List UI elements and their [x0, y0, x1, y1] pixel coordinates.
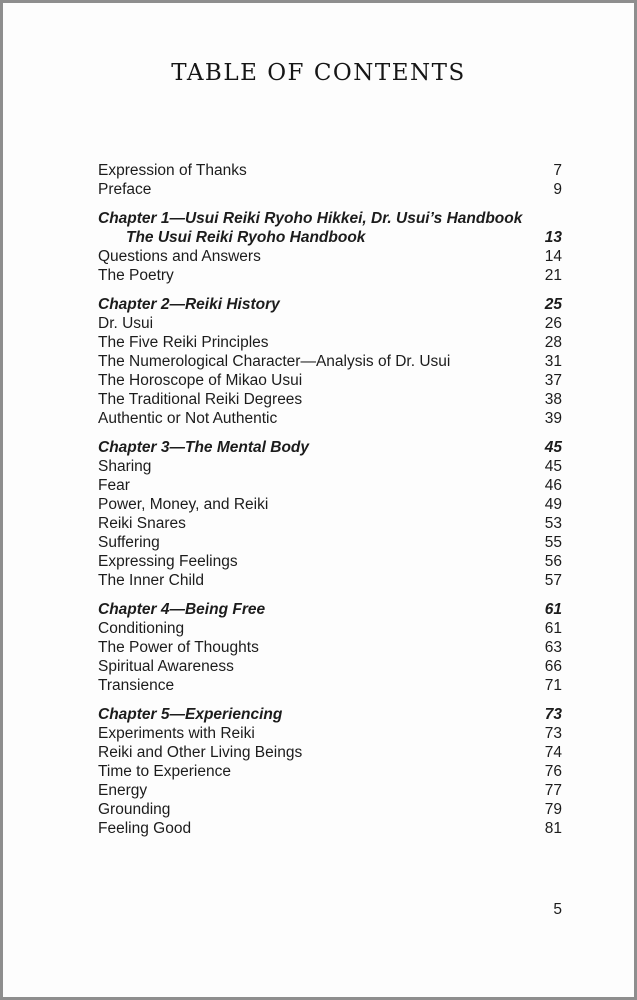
toc-entry-page: 66	[544, 658, 562, 675]
toc-entry-row	[98, 409, 562, 428]
toc-entry-label: Conditioning	[98, 620, 185, 637]
toc-entry-label: Chapter 3—The Mental Body	[98, 439, 309, 456]
page-title: TABLE OF CONTENTS	[171, 60, 466, 86]
page-number: 5	[553, 901, 562, 918]
toc-entry-label: Fear	[98, 477, 130, 494]
toc-entry-row	[98, 743, 562, 762]
toc-entry-row	[98, 180, 562, 199]
toc-entry-row	[98, 266, 562, 285]
toc-entry-label: Experiments with Reiki	[98, 725, 255, 742]
toc-chapter-row	[98, 600, 562, 619]
toc-entry-page: 77	[544, 782, 562, 799]
toc-entry-label: Spiritual Awareness	[98, 658, 234, 675]
toc-entry-label: The Traditional Reiki Degrees	[98, 391, 303, 408]
toc-entry-label: Authentic or Not Authentic	[98, 410, 278, 427]
toc-entry-row	[98, 819, 562, 838]
toc-list	[98, 161, 562, 838]
toc-chapter-row	[98, 228, 562, 247]
toc-entry-page: 26	[544, 315, 562, 332]
toc-entry-label: The Poetry	[98, 267, 174, 284]
toc-entry-row	[98, 552, 562, 571]
toc-entry-page: 28	[544, 334, 562, 351]
toc-entry-label: Suffering	[98, 534, 160, 551]
toc-entry-page: 53	[544, 515, 562, 532]
toc-entry-row	[98, 638, 562, 657]
toc-entry-page: 55	[544, 534, 562, 551]
toc-entry-page: 45	[544, 458, 562, 475]
toc-entry-row	[98, 657, 562, 676]
toc-entry-row	[98, 247, 562, 266]
toc-entry-page: 13	[544, 229, 562, 246]
toc-entry-label: Reiki Snares	[98, 515, 186, 532]
toc-entry-row	[98, 161, 562, 180]
toc-entry-label: Feeling Good	[98, 820, 192, 837]
toc-entry-page: 81	[544, 820, 562, 837]
toc-entry-label: The Inner Child	[98, 572, 204, 589]
toc-entry-row	[98, 390, 562, 409]
toc-entry-row	[98, 457, 562, 476]
toc-entry-label: Expressing Feelings	[98, 553, 238, 570]
toc-entry-page: 7	[553, 162, 562, 179]
toc-entry-row	[98, 514, 562, 533]
toc-entry-page: 73	[544, 706, 562, 723]
toc-entry-page: 63	[544, 639, 562, 656]
toc-entry-label: The Numerological Character—Analysis of Dr. Usui	[98, 353, 451, 370]
toc-chapter-row	[98, 209, 562, 228]
toc-entry-page: 25	[544, 296, 562, 313]
toc-entry-label: Sharing	[98, 458, 152, 475]
toc-entry-page: 49	[544, 496, 562, 513]
toc-entry-label: The Power of Thoughts	[98, 639, 259, 656]
toc-entry-page: 45	[544, 439, 562, 456]
toc-entry-label: Time to Experience	[98, 763, 231, 780]
toc-entry-row	[98, 800, 562, 819]
toc-entry-row	[98, 314, 562, 333]
toc-entry-page: 57	[544, 572, 562, 589]
toc-entry-label: Questions and Answers	[98, 248, 261, 265]
toc-entry-row	[98, 762, 562, 781]
toc-entry-label: Energy	[98, 782, 148, 799]
toc-entry-label: The Horoscope of Mikao Usui	[98, 372, 303, 389]
toc-entry-row	[98, 333, 562, 352]
toc-entry-label: Chapter 4—Being Free	[98, 601, 266, 618]
toc-entry-page: 38	[544, 391, 562, 408]
toc-entry-label: Chapter 1—Usui Reiki Ryoho Hikkei, Dr. Usui’s Handbook	[98, 210, 523, 227]
toc-entry-label: Expression of Thanks	[98, 162, 247, 179]
toc-entry-page: 61	[544, 601, 562, 618]
toc-entry-label: Chapter 5—Experiencing	[98, 706, 283, 723]
toc-entry-page: 79	[544, 801, 562, 818]
toc-entry-page: 71	[544, 677, 562, 694]
toc-entry-page: 56	[544, 553, 562, 570]
toc-chapter-row	[98, 705, 562, 724]
toc-entry-page: 31	[544, 353, 562, 370]
toc-entry-label: Preface	[98, 181, 152, 198]
toc-entry-page: 39	[544, 410, 562, 427]
toc-entry-row	[98, 495, 562, 514]
toc-entry-label: Reiki and Other Living Beings	[98, 744, 303, 761]
toc-entry-row	[98, 352, 562, 371]
toc-entry-row	[98, 781, 562, 800]
toc-entry-row	[98, 371, 562, 390]
toc-entry-page: 74	[544, 744, 562, 761]
toc-entry-row	[98, 476, 562, 495]
toc-entry-row	[98, 571, 562, 590]
toc-entry-page: 21	[544, 267, 562, 284]
toc-chapter-row	[98, 438, 562, 457]
toc-entry-row	[98, 533, 562, 552]
toc-entry-label: Chapter 2—Reiki History	[98, 296, 280, 313]
toc-entry-row	[98, 676, 562, 695]
toc-entry-page: 37	[544, 372, 562, 389]
toc-entry-row	[98, 724, 562, 743]
toc-entry-label: Grounding	[98, 801, 171, 818]
toc-entry-label: The Five Reiki Principles	[98, 334, 269, 351]
toc-entry-page: 9	[553, 181, 562, 198]
toc-entry-row	[98, 619, 562, 638]
toc-entry-page: 14	[544, 248, 562, 265]
toc-entry-label: Dr. Usui	[98, 315, 154, 332]
toc-entry-label: Transience	[98, 677, 175, 694]
toc-entry-page: 76	[544, 763, 562, 780]
toc-entry-label: Power, Money, and Reiki	[98, 496, 269, 513]
toc-entry-page: 73	[544, 725, 562, 742]
toc-entry-page: 46	[544, 477, 562, 494]
toc-chapter-row	[98, 295, 562, 314]
toc-entry-label: The Usui Reiki Ryoho Handbook	[126, 229, 366, 246]
toc-entry-page: 61	[544, 620, 562, 637]
